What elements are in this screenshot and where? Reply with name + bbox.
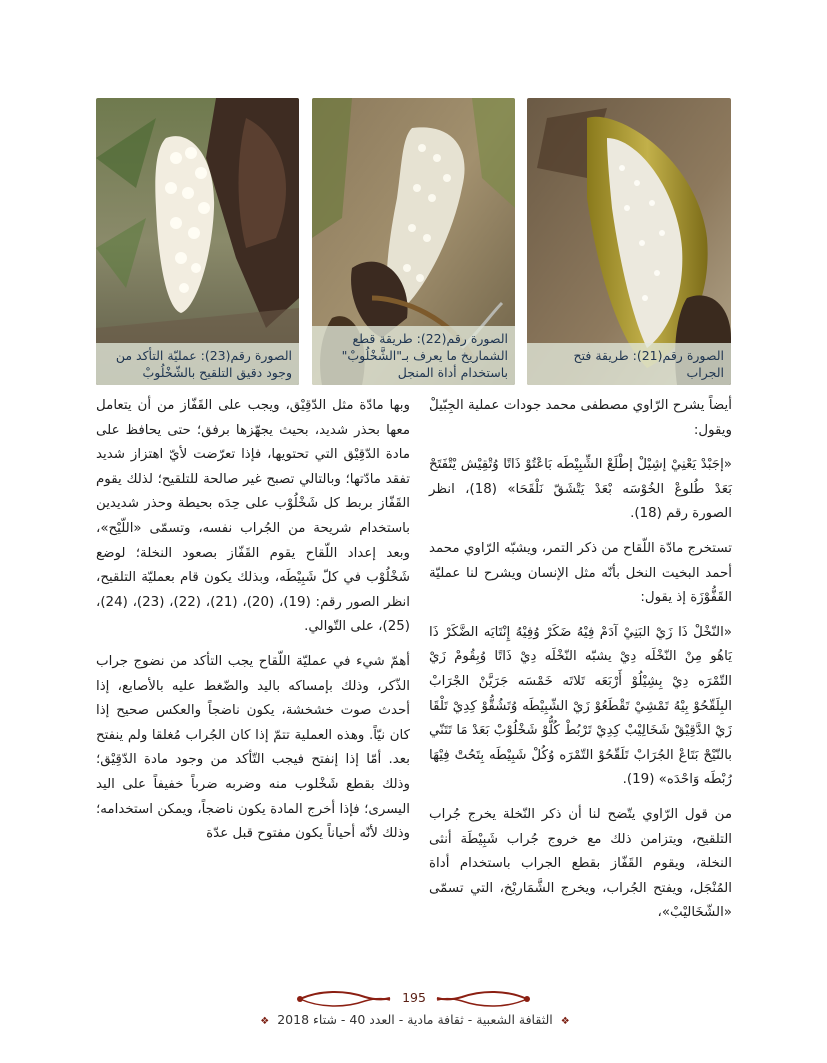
paragraph: من قول الرّاوي يتّضح لنا أن ذكر النّخلة يخرج جُراب التلقيح، ويتزامن ذلك مع خروج جُراب شَبِيْطَة أنثى النخلة، ويقوم القَفّاز بقطع الجراب باستخدام أداة المُنْجَل، ويفتح الجُراب، ويخرج الشَّمَاريْخ، التي تسمّى «الشّخَاليْبْ»، [429, 806, 732, 921]
bullet-icon: ❖ [260, 1016, 270, 1027]
text-column-right [429, 394, 732, 936]
paragraph: أهمّ شيء في عمليّة اللّقاح يجب التأكد من نضوج جراب الذّكر، وذلك بإمساكه باليد والضّغط عليه بالأصابع، إذا أحدث صوت خشخشة، يكون ناضجاً والعكس صحيح إذا كان نيّاً. وهذه العملية تتمّ إذا كان الجُراب مُغلقا ولم ينفتح بعد. أمّا إذا إنفتح فيجب التّأكد من وجود مادة الدّقِيْق؛ وذلك بقطع شَخْلوب منه وضربه ضرباً خفيفاً على اليد اليسرى؛ فإذا أخرج المادة يكون ناضجاً، ويمكن استخدامه؛ وذلك لأنّه أحياناً يكون مفتوح قبل عدّة [96, 653, 410, 842]
photo-opening-sheath-image [527, 98, 731, 385]
footer-publication-line: ❖ الثقافة الشعبية - ثقافة مادية - العدد 40 - شتاء 2018 ❖ [260, 1012, 570, 1027]
paragraph: وبها مادّة مثل الدّقِيْق، ويجب على القَفّاز من أن يتعامل معها بحذر شديد، بحيث يجهّزها برفق؛ حتى يحافظ على مادة الدّقِيْق التي تحتويها، فإذا تعرّضت لأيّ اهتزاز شديد تفقد مادّتها؛ وبالتالي تصبح غير صالحة للتلقيح؛ لذلك يقوم القَفّاز بربط كل شَخْلُوْب على حِدَه بحيطة وحذر شديدين باستخدام شريحة من الجُراب نفسه، وتسمّى «اللّيْح»، وبعد إعداد اللّقاح يقوم القَفّاز بصعود النخلة؛ لوضع شَخْلُوْب في كلّ شَبِيْطَه، وبذلك يكون قام بعمليّة التلقيح، انظر الصور رقم: (19)، (20)، (21)، (22)، (23)، (24)، (25)، على التّوالي. [96, 398, 411, 635]
photo-21-caption: الصورة رقم(21): طريقة فتح الجراب [527, 343, 731, 385]
footer-magazine: الثقافة الشعبية [476, 1012, 553, 1027]
photo-23-caption: الصورة رقم(23): عمليّة التأكد من وجود دقيق التلقيح بالشّخْلُوبْ [96, 343, 299, 385]
quote-paragraph: «النّخْلْ ذَا زَيْ البَنِيْ آدَمْ فِيْهُ ضَكَرْ وُفِيْهُ إِنْتَايَه الضَّكَرْ ذَا يَاهُو مِنْ النّخْلَه دِيْ يشبّه النّخْلَه دِيْ ذَاتًا وُبِقُومْ زَيْ التّمْرَه دِيْ بِشِيْلُوْ أَرْبَعَه تَلاتَه خَمْسَه جَرَيَّنْ الجْرَابْ البِلَقّحُوْ بِيْهُ تَمْشِيْ تَقْطَعُوْ زَيْ الشّبِيْطَه وُتَشُقُّوْ كِدِيْ تَلْقَا زَيْ الدَّقِيْقْ شَخَالِيْبْ كِدِيْ تَرْبُطْ كُلُّوْ شَخْلُوْبْ بَعَدْ مَا تَتَنّي بالنّيْحْ بَتَاعْ الجُرَابْ تَلَقّحُوْ التّمْرَه وُكُلْ شَبِيْطَه بِتَحُتْ فِيْهَا رُبْطَه وَاحْدَه» (19). [429, 624, 732, 788]
page-number: 195 [402, 990, 426, 1005]
photo-pollination-check-image [96, 98, 299, 385]
photo-opening-sheath [527, 98, 731, 385]
paragraph: تستخرج مادّة اللّقاح من ذكر التمر، ويشبّه الرّاوي محمد أحمد البخيت النخل بأنّه مثل الإنسان ويشرح لنا عمليّة القَفُّوْزَة إذ يقول: [429, 540, 732, 606]
footer-issue: العدد 40 [349, 1012, 395, 1027]
quote-paragraph: «إجَبْدْ يَعْنِيْ إشِيْلْ إطْلَعْ الشِّبِيْطَه بَاعْتُوْ ذَاتًا وُتْقِيْش يْتْفَتَحْ بَعَدْ طُلوعْ الخُوْسَه بْعَدْ يَتْشَقّ نَلْقَحَا» (18)، انظر الصورة رقم (18). [429, 457, 732, 522]
footer-section: ثقافة مادية [407, 1012, 464, 1027]
photo-pollination-check [96, 98, 299, 385]
photo-cutting-strands [312, 98, 515, 385]
text-column-left [96, 394, 410, 857]
bullet-icon: ❖ [560, 1016, 570, 1027]
photo-22-caption: الصورة رقم(22): طريقة قطع الشماريخ ما يعرف بـ"الشَّخْلُوبْ" باستخدام أداة المنجل [312, 326, 515, 385]
footer-season: شتاء 2018 [277, 1012, 337, 1027]
paragraph: أيضاً يشرح الرّاوي مصطفى محمد جودات عملية الجِبّيلْ ويقول: [429, 398, 732, 438]
